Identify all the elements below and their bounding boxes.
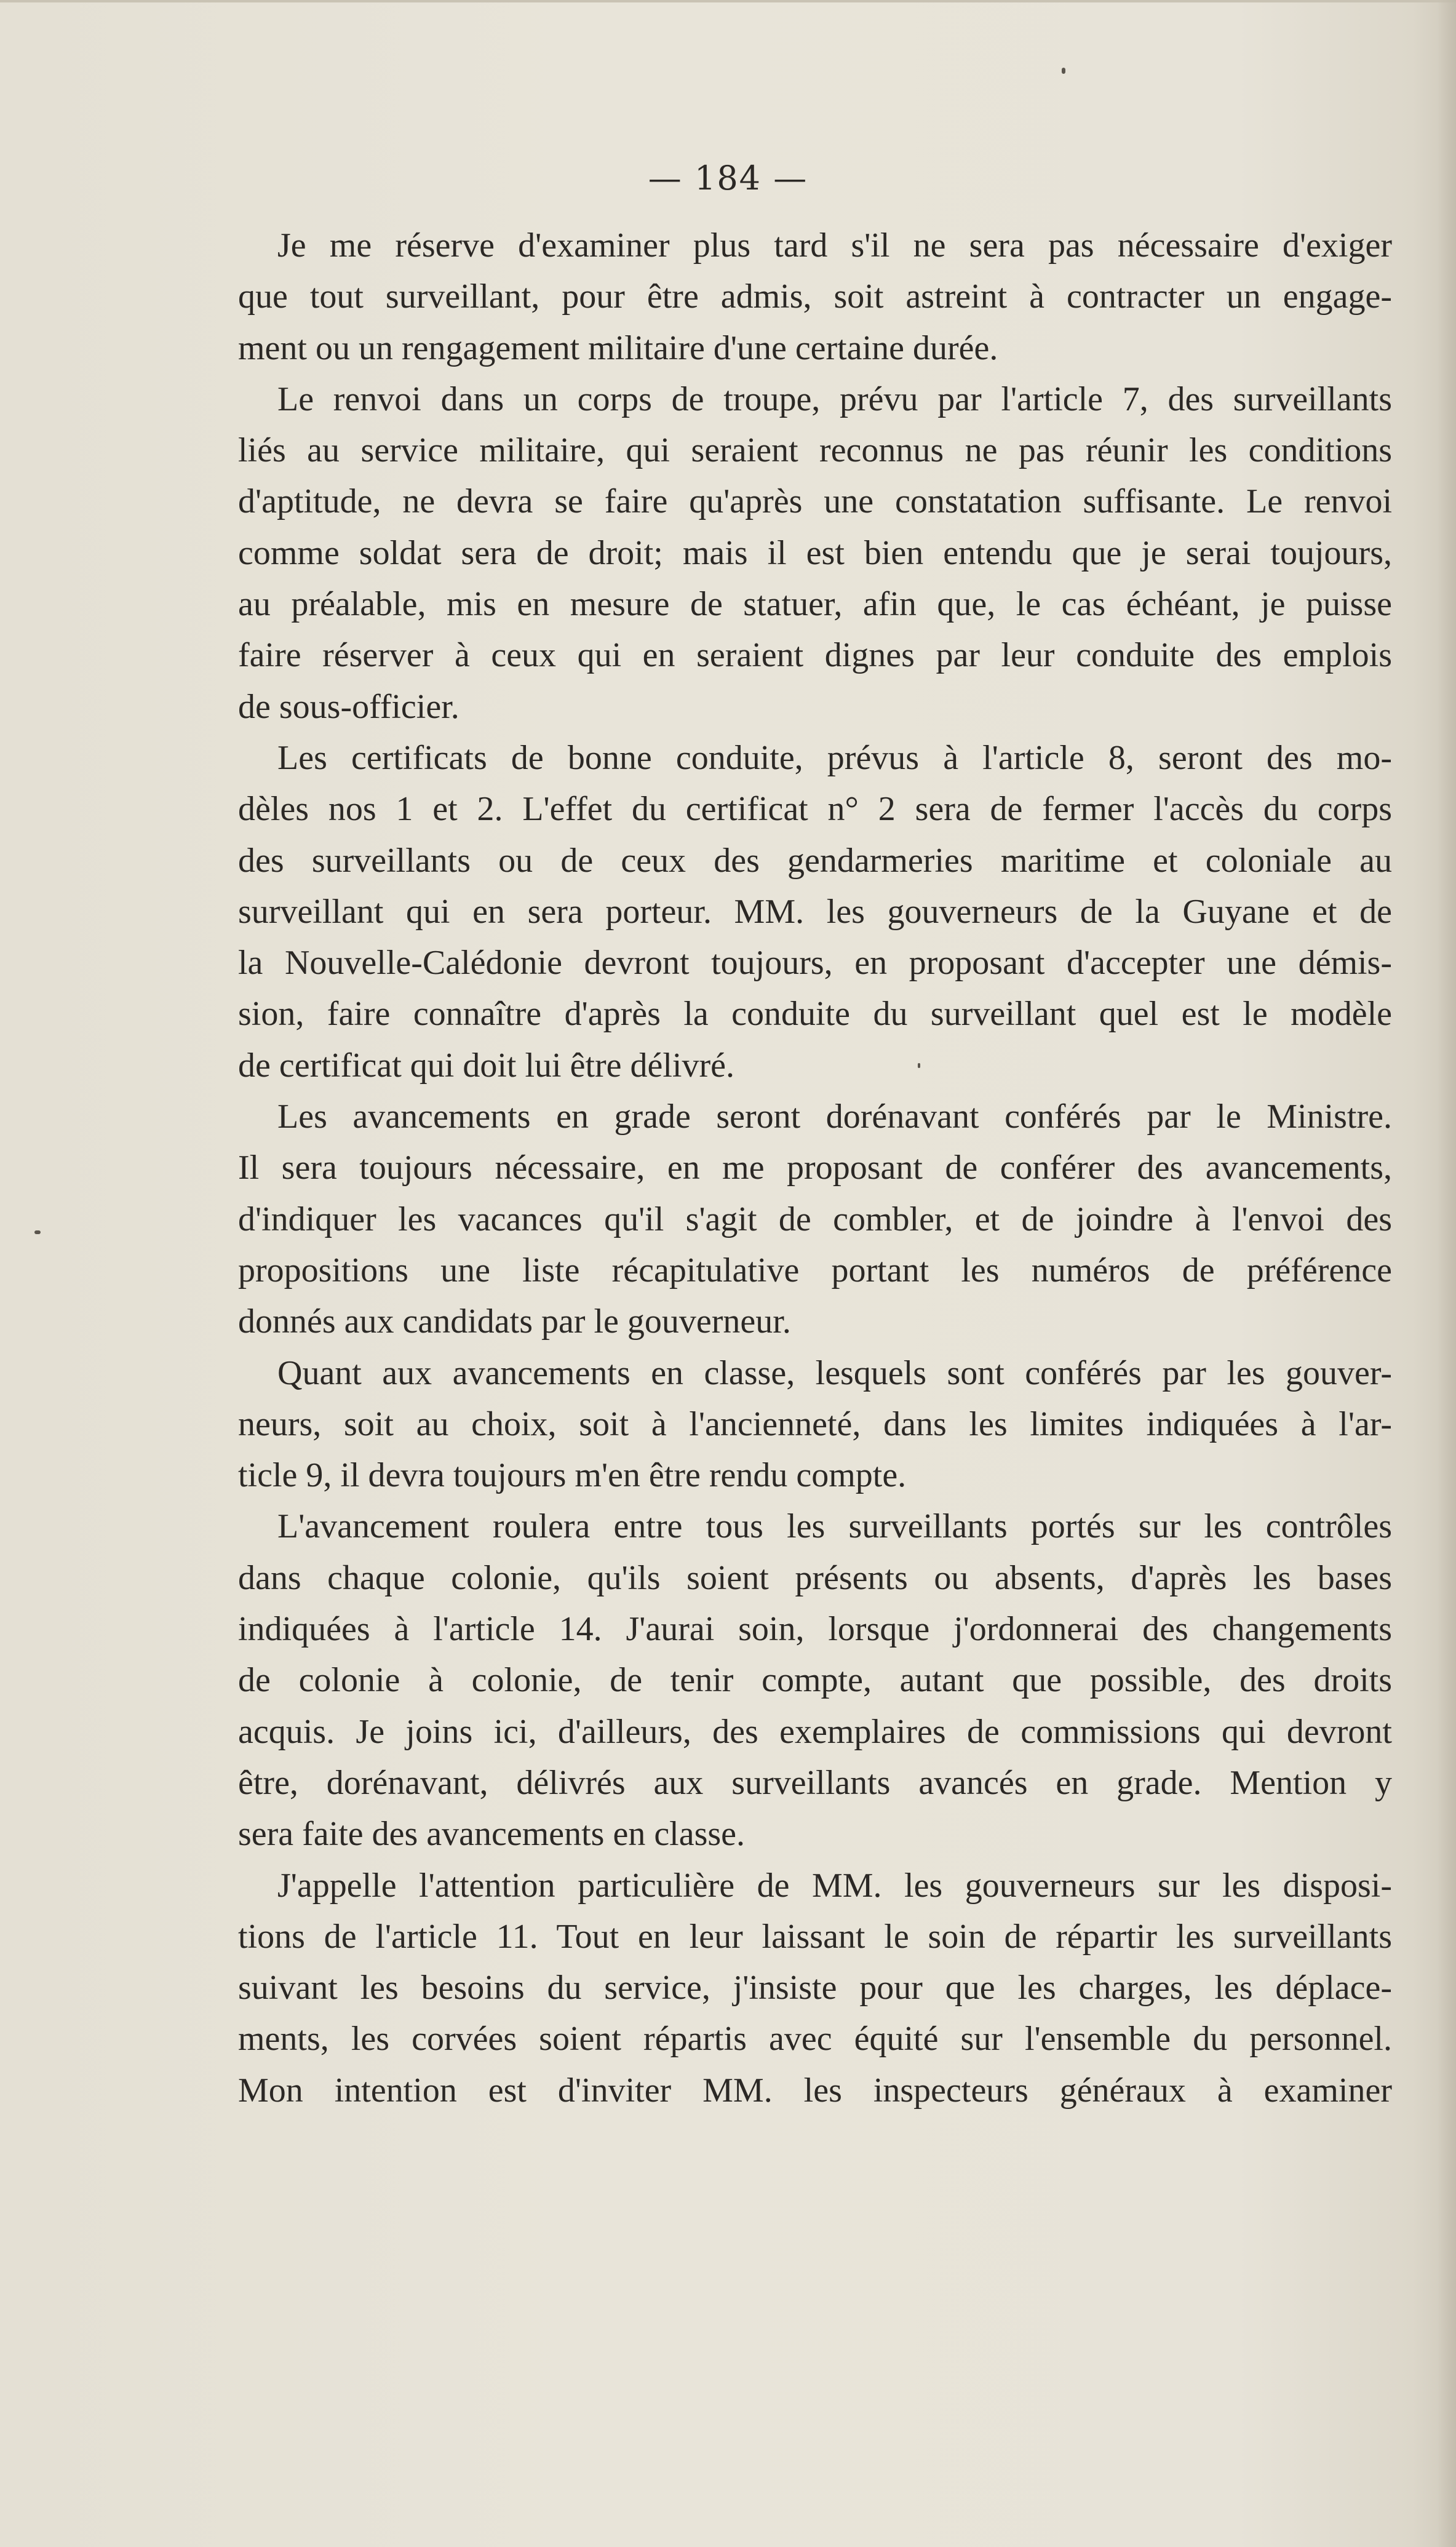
paper-speck xyxy=(34,1230,41,1234)
page-number: — 184 — xyxy=(648,159,808,197)
text-line: ments, les corvées soient répartis avec équité sur l'ensemble du personnel. xyxy=(238,2020,1392,2059)
text-line: Il sera toujours nécessaire, en me proposant de conférer des avancements, xyxy=(238,1149,1392,1187)
text-line: suivant les besoins du service, j'insiste pour que les charges, les déplace- xyxy=(238,1969,1392,2007)
text-line: faire réserver à ceux qui en seraient dignes par leur conduite des emplois xyxy=(238,636,1392,675)
text-line: dèles nos 1 et 2. L'effet du certificat n° 2 sera de fermer l'accès du corps xyxy=(238,790,1392,829)
text-line: neurs, soit au choix, soit à l'ancienneté, dans les limites indiquées à l'ar- xyxy=(238,1405,1392,1443)
text-line: J'appelle l'attention particulière de MM. les gouverneurs sur les disposi- xyxy=(277,1866,1392,1905)
text-line: dans chaque colonie, qu'ils soient présents ou absents, d'après les bases xyxy=(238,1558,1392,1597)
text-line: surveillant qui en sera porteur. MM. les gouverneurs de la Guyane et de xyxy=(238,892,1392,931)
text-line: acquis. Je joins ici, d'ailleurs, des exemplaires de commissions qui devront xyxy=(238,1712,1392,1751)
text-line: ment ou un rengagement militaire d'une certaine durée. xyxy=(238,329,998,367)
page-top-edge xyxy=(0,0,1456,2)
text-line: comme soldat sera de droit; mais il est bien entendu que je serai toujours, xyxy=(238,533,1392,572)
text-line: Les certificats de bonne conduite, prévus à l'article 8, seront des mo- xyxy=(277,738,1392,777)
text-line: Les avancements en grade seront dorénavant conférés par le Ministre. xyxy=(277,1098,1392,1136)
page-gutter-shadow xyxy=(1438,0,1456,2547)
text-line: Le renvoi dans un corps de troupe, prévu par l'article 7, des surveillants xyxy=(277,380,1392,418)
text-line: indiquées à l'article 14. J'aurai soin, lorsque j'ordonnerai des changements xyxy=(238,1610,1392,1649)
text-line: des surveillants ou de ceux des gendarmeries maritime et coloniale au xyxy=(238,841,1392,880)
text-line: donnés aux candidats par le gouverneur. xyxy=(238,1302,791,1341)
paper-speck xyxy=(1062,68,1065,74)
paper-speck xyxy=(918,1063,920,1068)
text-line: Je me réserve d'examiner plus tard s'il ne sera pas nécessaire d'exiger xyxy=(277,226,1392,265)
text-line: ticle 9, il devra toujours m'en être rendu compte. xyxy=(238,1456,907,1495)
text-line: d'indiquer les vacances qu'il s'agit de combler, et de joindre à l'envoi des xyxy=(238,1200,1392,1238)
text-line: de colonie à colonie, de tenir compte, autant que possible, des droits xyxy=(238,1661,1392,1700)
text-line: être, dorénavant, délivrés aux surveillants avancés en grade. Mention y xyxy=(238,1763,1392,1802)
body-text xyxy=(238,220,1392,2116)
text-line: tions de l'article 11. Tout en leur laissant le soin de répartir les surveillants xyxy=(238,1917,1392,1956)
text-line: au préalable, mis en mesure de statuer, afin que, le cas échéant, je puisse xyxy=(238,585,1392,624)
text-line: de certificat qui doit lui être délivré. xyxy=(238,1046,734,1085)
text-line: que tout surveillant, pour être admis, soit astreint à contracter un engage- xyxy=(238,277,1392,316)
text-line: de sous-officier. xyxy=(238,687,459,726)
text-line: liés au service militaire, qui seraient reconnus ne pas réunir les conditions xyxy=(238,431,1392,470)
text-line: la Nouvelle-Calédonie devront toujours, en proposant d'accepter une démis- xyxy=(238,944,1392,983)
text-line: sera faite des avancements en classe. xyxy=(238,1815,746,1854)
text-line: Quant aux avancements en classe, lesquels sont conférés par les gouver- xyxy=(277,1353,1392,1392)
text-line: d'aptitude, ne devra se faire qu'après une constatation suffisante. Le renvoi xyxy=(238,482,1392,521)
text-line: sion, faire connaître d'après la conduite du surveillant quel est le modèle xyxy=(238,995,1392,1034)
text-line: propositions une liste récapitulative portant les numéros de préférence xyxy=(238,1251,1392,1289)
text-line: Mon intention est d'inviter MM. les inspecteurs généraux à examiner xyxy=(238,2071,1392,2110)
text-line: L'avancement roulera entre tous les surveillants portés sur les contrôles xyxy=(277,1507,1392,1546)
